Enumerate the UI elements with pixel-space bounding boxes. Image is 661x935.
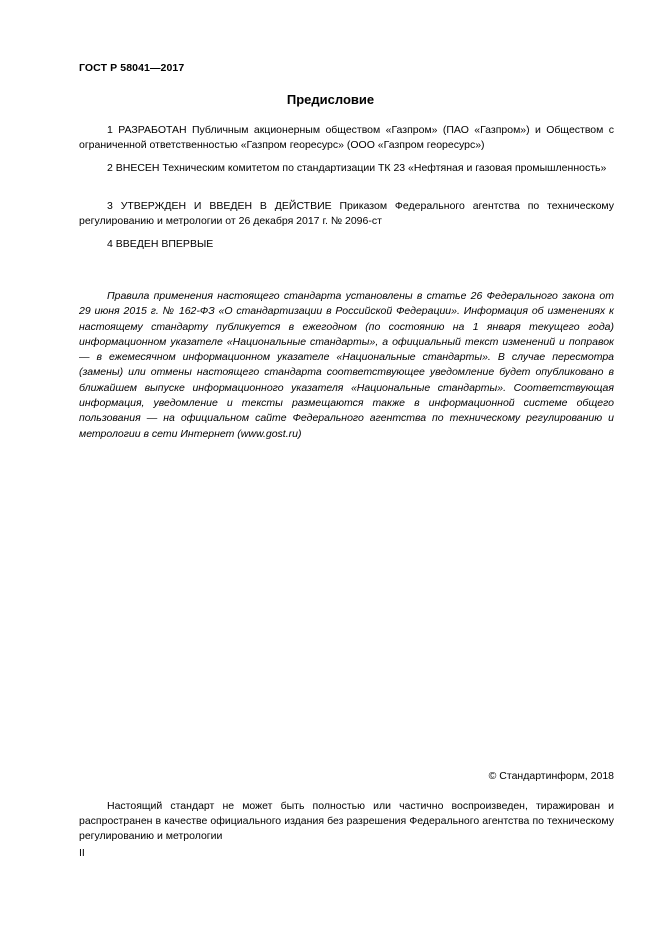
preface-item-developed: 1 РАЗРАБОТАН Публичным акционерным обществом «Газпром» (ПАО «Газпром») и Обществом с ограниченной ответственностью «Газпром георесурс» (ООО «Газпром георесурс») — [79, 124, 614, 151]
standard-code: ГОСТ Р 58041—2017 — [79, 62, 185, 74]
application-rules-note: Правила применения настоящего стандарта установлены в статье 26 Федерального закона от 29 июня 2015 г. № 162-ФЗ «О стандартизации в Российской Федерации». Информация об изменениях к настоящему стандарту публикуется в ежегодном (по состоянию на 1 января текущего года) информационном указателе «Национальные стандарты», а официальный текст изменений и поправок — в ежемесячном информационном указателе «Национальные стандарты». В случае пересмотра (замены) или отмены настоящего стандарта соответствующее уведомление будет опубликовано в ближайшем выпуске информационного указателя «Национальные стандарты». Соответствующая информация, уведомление и тексты размещаются также в информационной системе общего пользования — на официальном сайте Федерального агентства по техническому регулированию и метрологии в сети Интернет (www.gost.ru) — [79, 290, 614, 440]
reproduction-notice: Настоящий стандарт не может быть полностью или частично воспроизведен, тиражирован и распространен в качестве официального издания без разрешения Федерального агентства по техническому регулированию и метрологии — [79, 800, 614, 842]
preface-item-approved: 3 УТВЕРЖДЕН И ВВЕДЕН В ДЕЙСТВИЕ Приказом Федерального агентства по техническому регулированию и метрологии от 26 декабря 2017 г. № 2096-ст — [79, 200, 614, 227]
page-number: II — [79, 847, 85, 859]
preface-item-introduced: 2 ВНЕСЕН Техническим комитетом по стандартизации ТК 23 «Нефтяная и газовая промышленность» — [107, 162, 607, 174]
preface-item-first-introduced: 4 ВВЕДЕН ВПЕРВЫЕ — [107, 238, 214, 250]
preface-title: Предисловие — [286, 92, 375, 107]
copyright: © Стандартинформ, 2018 — [488, 770, 614, 782]
